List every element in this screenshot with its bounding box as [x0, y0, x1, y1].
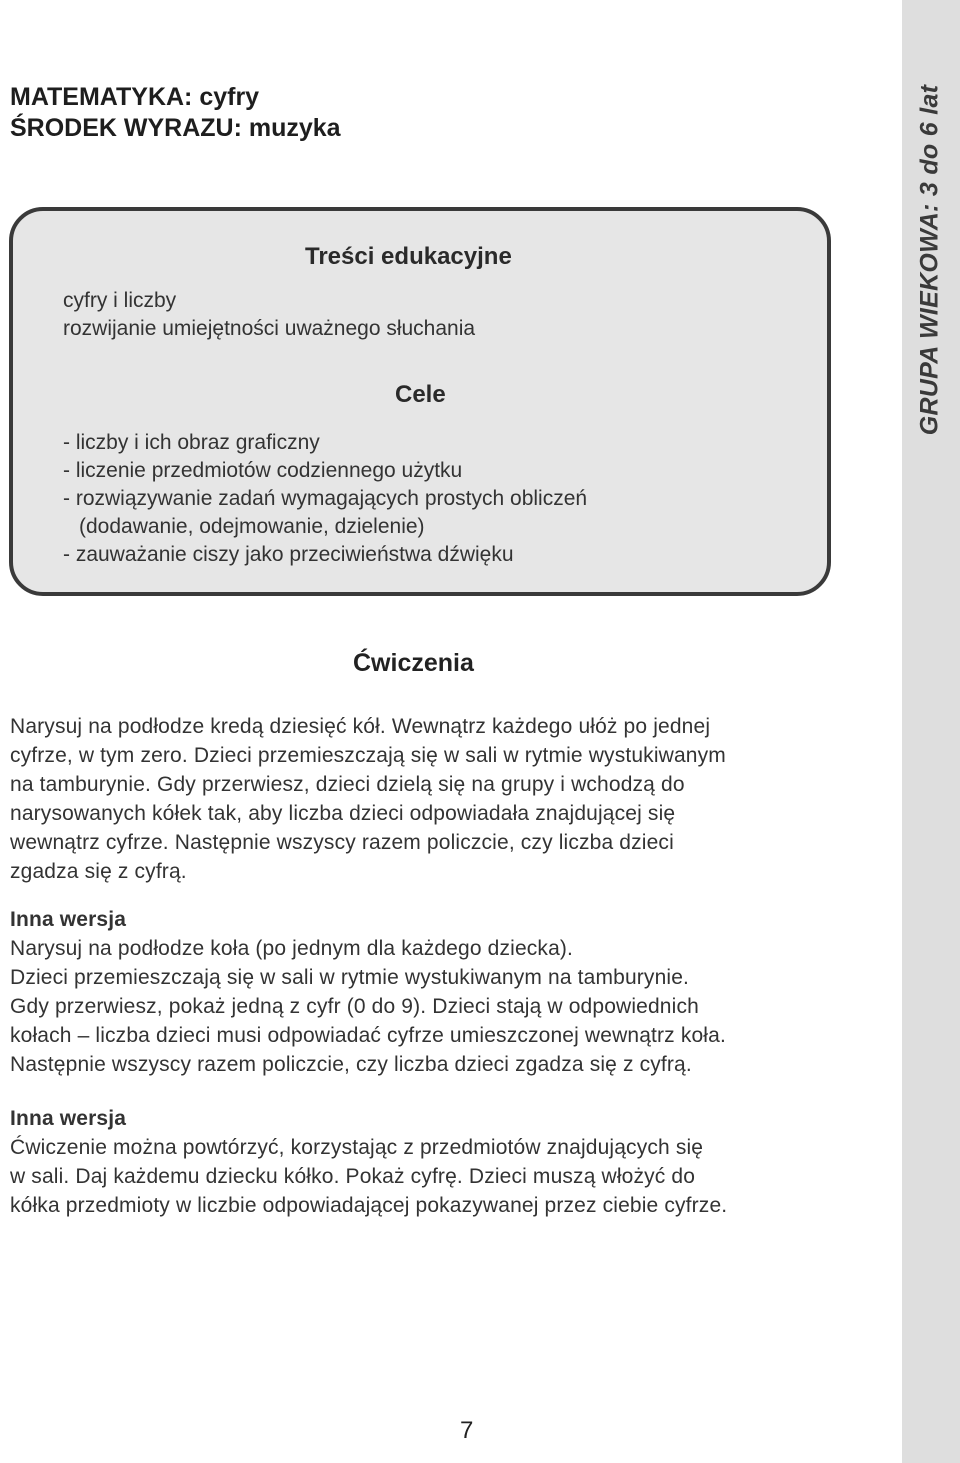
- goal-item: - liczby i ich obraz graficzny: [63, 431, 320, 454]
- content-item: rozwijanie umiejętności uważnego słuchania: [63, 317, 476, 340]
- exercise-main-paragraph: [10, 712, 880, 886]
- text-line: cyfrze, w tym zero. Dzieci przemieszczają się w sali w rytmie wystukiwanym: [10, 744, 726, 767]
- goal-item: (dodawanie, odejmowanie, dzielenie): [79, 515, 425, 538]
- text-line: Dzieci przemieszczają się w sali w rytmie wystukiwanym na tamburynie.: [10, 966, 690, 989]
- goal-item: - liczenie przedmiotów codziennego użytku: [63, 459, 463, 482]
- content-item: cyfry i liczby: [63, 289, 177, 312]
- goal-item: - rozwiązywanie zadań wymagających prostych obliczeń: [63, 487, 588, 510]
- exercise-variant-2: [10, 1104, 880, 1220]
- medium-title: ŚRODEK WYRAZU: muzyka: [10, 114, 341, 142]
- variant-heading: Inna wersja: [10, 908, 127, 931]
- curriculum-box: [9, 207, 831, 596]
- variant-heading: Inna wersja: [10, 1107, 127, 1130]
- text-line: kołach – liczba dzieci musi odpowiadać cyfrze umieszczonej wewnątrz koła.: [10, 1024, 726, 1047]
- goal-item: - zauważanie ciszy jako przeciwieństwa dźwięku: [63, 543, 514, 566]
- text-line: w sali. Daj każdemu dziecku kółko. Pokaż cyfrę. Dzieci muszą włożyć do: [10, 1165, 696, 1188]
- text-line: Ćwiczenie można powtórzyć, korzystając z przedmiotów znajdujących się: [10, 1136, 704, 1159]
- subject-title: MATEMATYKA: cyfry: [10, 83, 260, 111]
- content-heading: Treści edukacyjne: [305, 243, 512, 270]
- age-group-label: GRUPA WIEKOWA: 3 do 6 lat: [915, 84, 944, 436]
- content-list: [63, 287, 475, 343]
- text-line: Narysuj na podłodze koła (po jednym dla każdego dziecka).: [10, 937, 574, 960]
- text-line: Gdy przerwiesz, pokaż jedną z cyfr (0 do 9). Dzieci stają w odpowiednich: [10, 995, 699, 1018]
- exercises-title: Ćwiczenia: [353, 649, 474, 677]
- exercise-variant-1: [10, 905, 880, 1079]
- goals-heading: Cele: [395, 381, 446, 408]
- lesson-header: [10, 82, 341, 144]
- text-line: wewnątrz cyfrze. Następnie wszyscy razem policzcie, czy liczba dzieci: [10, 831, 674, 854]
- page-number: 7: [460, 1417, 474, 1444]
- text-line: narysowanych kółek tak, aby liczba dzieci odpowiadała znajdującej się: [10, 802, 676, 825]
- text-line: kółka przedmioty w liczbie odpowiadającej pokazywanej przez ciebie cyfrze.: [10, 1194, 728, 1217]
- text-line: Narysuj na podłodze kredą dziesięć kół. Wewnątrz każdego ułóż po jednej: [10, 715, 711, 738]
- text-line: Następnie wszyscy razem policzcie, czy liczba dzieci zgadza się z cyfrą.: [10, 1053, 692, 1076]
- goals-list: [63, 429, 587, 569]
- text-line: zgadza się z cyfrą.: [10, 860, 187, 883]
- text-line: na tamburynie. Gdy przerwiesz, dzieci dzielą się na grupy i wchodzą do: [10, 773, 685, 796]
